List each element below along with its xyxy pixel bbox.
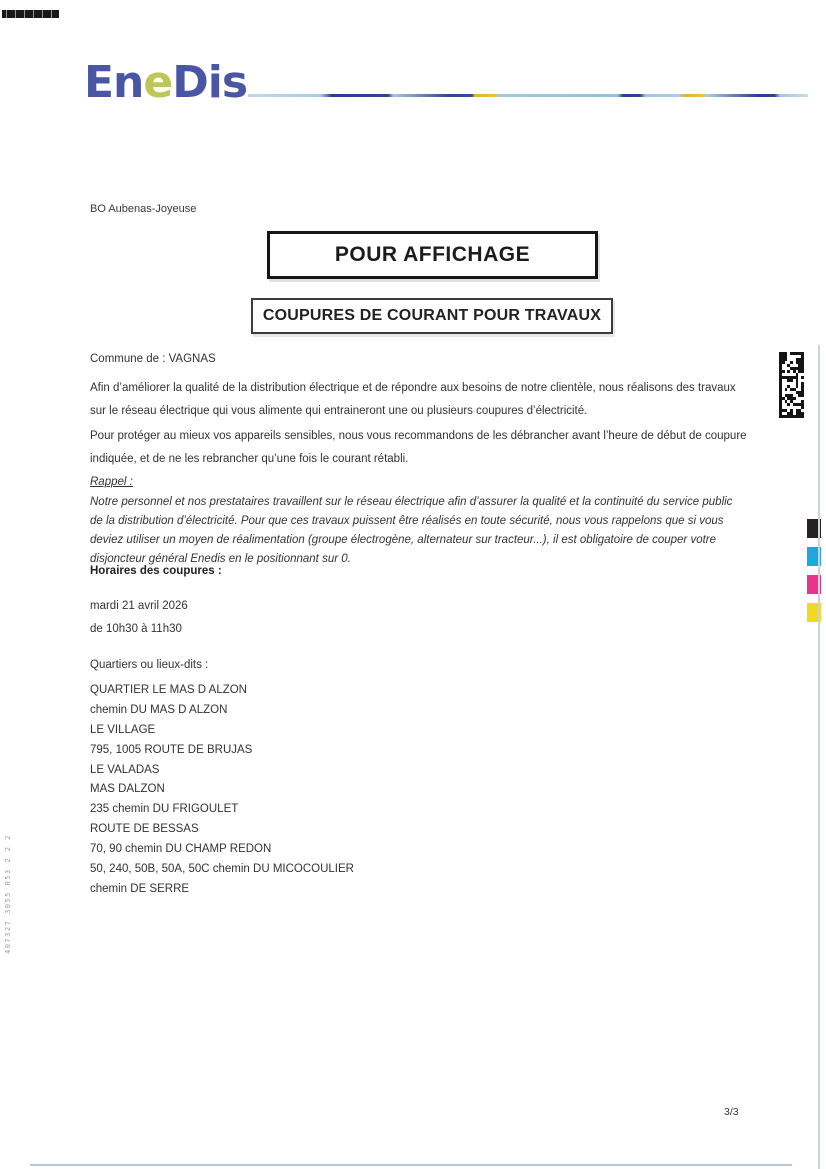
locations-list bbox=[90, 681, 354, 900]
datamatrix-barcode-icon bbox=[779, 352, 804, 418]
location-item: MAS DALZON bbox=[90, 783, 165, 796]
location-item: 70, 90 chemin DU CHAMP REDON bbox=[90, 843, 272, 856]
location-item: QUARTIER LE MAS D ALZON bbox=[90, 684, 247, 696]
rappel-heading: Rappel : bbox=[90, 476, 133, 488]
enedis-logo-text: En bbox=[84, 57, 144, 108]
schedule-time: de 10h30 à 11h30 bbox=[90, 623, 182, 635]
banner-pour-affichage: POUR AFFICHAGE bbox=[267, 231, 598, 279]
locations-heading: Quartiers ou lieux-dits : bbox=[90, 659, 209, 671]
enedis-logo-text: Dis bbox=[172, 57, 248, 108]
print-batch-code: 407327 3055 053 2 2 2 bbox=[4, 833, 12, 954]
location-item: chemin DE SERRE bbox=[90, 882, 190, 895]
location-item: ROUTE DE BESSAS bbox=[90, 823, 199, 836]
commune-label: Commune de : VAGNAS bbox=[90, 353, 216, 365]
location-item: 795, 1005 ROUTE DE BRUJAS bbox=[90, 743, 253, 756]
page-number: 3/3 bbox=[724, 1106, 739, 1118]
scan-bottom-line bbox=[30, 1164, 792, 1166]
schedule-heading: Horaires des coupures : bbox=[90, 565, 222, 577]
location-item: chemin DU MAS D ALZON bbox=[90, 703, 228, 716]
scan-corner-mark bbox=[2, 10, 59, 18]
scan-edge-line bbox=[818, 345, 820, 1169]
paragraph-intro-2: Pour protéger au mieux vos appareils sensibles, nous vous recommandons de les débrancher avant l’heure de début de coupure indiquée, et de ne les rebrancher qu’une fois le courant rétabli. bbox=[90, 430, 747, 465]
paragraph-rappel: Notre personnel et nos prestataires travaillent sur le réseau électrique afin d’assurer la qualité et la continuité du service public de la distribution d’électricité. Pour que ces travaux puissent être réalisés en toute sécurité, nous vous rappelons que si vous deviez utiliser un moyen de réalimentation (groupe électrogène, alternateur sur tracteur...), il est obligatoire de couper votre disjoncteur général Enedis en le positionnant sur 0. bbox=[90, 496, 733, 565]
banner-coupures-travaux: COUPURES DE COURANT POUR TRAVAUX bbox=[251, 298, 613, 334]
paragraph-intro-1: Afin d’améliorer la qualité de la distribution électrique et de répondre aux besoins de notre clientèle, nous réalisons des travaux sur le réseau électrique qui vous alimente qui entraineront une ou plusieurs coupures d’électricité. bbox=[90, 382, 736, 417]
location-item: 235 chemin DU FRIGOULET bbox=[90, 803, 239, 816]
office-label: BO Aubenas-Joyeuse bbox=[90, 203, 197, 215]
location-item: 50, 240, 50B, 50A, 50C chemin DU MICOCOULIER bbox=[90, 863, 354, 876]
schedule-date: mardi 21 avril 2026 bbox=[90, 600, 188, 612]
location-item: LE VILLAGE bbox=[90, 723, 156, 736]
enedis-logo-accent: e bbox=[143, 57, 173, 108]
location-item: LE VALADAS bbox=[90, 763, 160, 776]
header-color-rule bbox=[248, 94, 808, 97]
enedis-logo bbox=[84, 58, 247, 108]
